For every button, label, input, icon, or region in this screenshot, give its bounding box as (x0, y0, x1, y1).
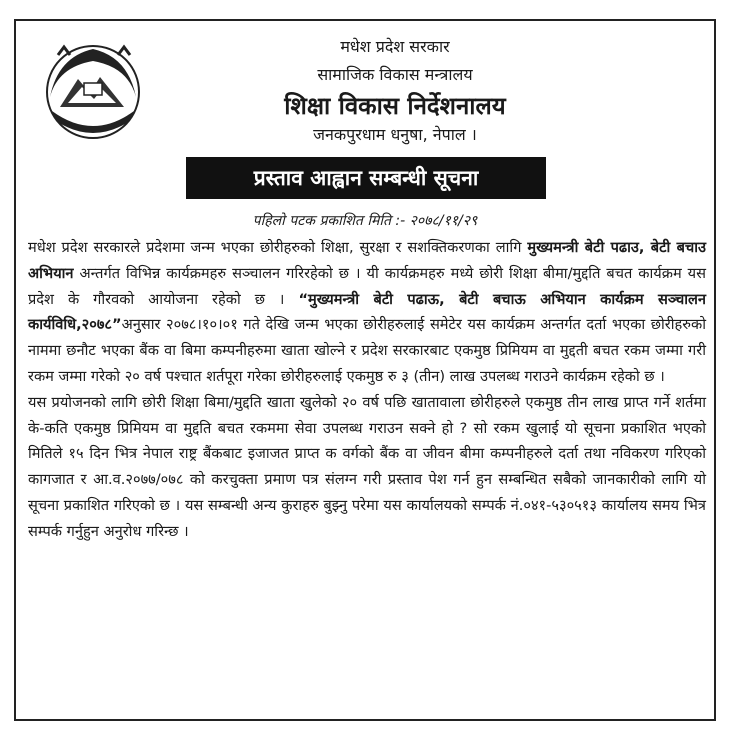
notice-title: प्रस्ताव आह्वान सम्बन्धी सूचना (253, 166, 479, 190)
government-name: मधेश प्रदेश सरकार (340, 37, 450, 56)
notice-title-banner (186, 157, 546, 199)
publication-date: पहिलो पटक प्रकाशित मिति :- २०७८/११/२९ (252, 213, 478, 229)
p1-text-1: मधेश प्रदेश सरकारले प्रदेशमा जन्म भएका छोरीहरुको शिक्षा, सुरक्षा र सशक्तिकरणका लागि (28, 239, 528, 256)
directorate-name: शिक्षा विकास निर्देशनालय (284, 92, 506, 120)
p1-text-2: अन्तर्गत विभिन्न कार्यक्रमहरु सञ्चालन गरिरहेको छ । यी कार्यक्रमहरु मध्ये छोरी शिक्षा बीमा/मुद्दति बचत कार्यक्रम यस प्रदेश के गौरवको आयोजना रहेको छ । (28, 264, 706, 308)
p1-bold-2: “मुख्यमन्त्री बेटी पढाऊ, बेटी बचाऊ अभियान कार्यक्रम सञ्चालन कार्यविधि,२०७८” (28, 290, 706, 334)
paragraph-2: यस प्रयोजनको लागि छोरी शिक्षा बिमा/मुद्दति खाता खुलेको २० वर्ष पछि खातावाला छोरीहरुले एकमुष्ठ तीन लाख प्राप्त गर्ने शर्तमा के-कति एकमुष्ठ प्रिमियम वा मुद्दति बचत रकममा सेवा उपलब्ध गराउन सक्ने हो ? सो रकम खुलाई यो सूचना प्रकाशित भएको मितिले १५ दिन भित्र नेपाल राष्ट्र बैंकबाट इजाजत प्राप्त क वर्गको बैंक वा जीवन बीमा कम्पनीहरुले दर्ता तथा नविकरण गरिएको कागजात र आ.व.२०७७/०७८ को करचुक्ता प्रमाण पत्र संलग्न गरी प्रस्ताव पेश गर्न हुन सम्बन्धित सबैको जानकारीको लागि यो सूचना प्रकाशित गरिएको छ । यस सम्बन्धी अन्य कुराहरु बुझ्नु परेमा यस कार्यालयको सम्पर्क नं.०४१-५३०५१३ कार्यालय समय भित्र सम्पर्क गर्नुहुन अनुरोध गरिन्छ । (28, 393, 706, 540)
ministry-name: सामाजिक विकास मन्त्रालय (317, 65, 473, 84)
notice-body (28, 235, 706, 545)
notice-frame (14, 19, 716, 721)
p1-text-3: अनुसार २०७८।१०।०१ गते देखि जन्म भएका छोरीहरुलाई समेटेर यस कार्यक्रम अन्तर्गत दर्ता भएका छोरीहरुको नाममा छनौट भएका बैंक वा बिमा कम्पनीहरुमा खाता खोल्ने र प्रदेश सरकारबाट एकमुष्ठ प्रिमियम वा मुद्दती बचत रकम जम्मा गरी रकम जम्मा गरेको २० वर्ष पश्चात शर्तपूरा गरेका छोरीहरुलाई एकमुष्ठ रु ३ (तीन) लाख उपलब्ध गराउने कार्यक्रम रहेको छ । (28, 316, 706, 385)
p1-bold-1: मुख्यमन्त्री बेटी पढाउ, बेटी बचाउ अभियान (28, 239, 707, 282)
office-address: जनकपुरधाम धनुषा, नेपाल । (313, 125, 477, 144)
paragraph-1 (28, 235, 706, 390)
